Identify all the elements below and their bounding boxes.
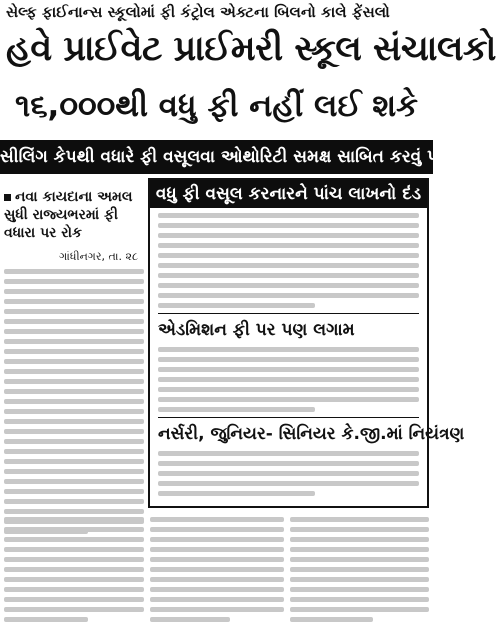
text-placeholder-line (4, 429, 144, 434)
text-placeholder-line (158, 273, 419, 278)
text-placeholder-line (290, 577, 429, 582)
text-placeholder-line (158, 303, 315, 308)
text-placeholder-line (150, 607, 284, 612)
text-placeholder-line (290, 537, 429, 542)
text-placeholder-line (158, 471, 419, 476)
text-placeholder-line (150, 587, 284, 592)
left-column (4, 180, 144, 510)
boxed-story (148, 178, 465, 508)
text-placeholder-line (290, 607, 429, 612)
text-placeholder-line (4, 309, 144, 314)
text-placeholder-line (4, 409, 144, 414)
text-placeholder-line (158, 397, 419, 402)
text-placeholder-line (4, 547, 144, 552)
text-placeholder-line (290, 587, 429, 592)
text-placeholder-line (4, 359, 144, 364)
text-placeholder-line (4, 289, 144, 294)
text-placeholder-line (4, 449, 144, 454)
text-placeholder-line (4, 379, 144, 384)
text-placeholder-line (4, 419, 144, 424)
text-placeholder-line (290, 517, 429, 522)
text-placeholder-line (4, 439, 144, 444)
text-placeholder-line (4, 299, 144, 304)
text-placeholder-line (4, 349, 144, 354)
text-placeholder-line (150, 617, 230, 622)
text-placeholder-line (4, 319, 144, 324)
text-placeholder-line (158, 407, 315, 412)
text-placeholder-line (150, 547, 284, 552)
box-title: વધુ ફી વસૂલ કરનારને પાંચ લાખનો દંડ (150, 180, 427, 208)
text-placeholder-line (290, 597, 429, 602)
text-placeholder-line (158, 253, 419, 258)
bottom-column-right (290, 512, 429, 636)
headline-line-1: હવે પ્રાઈવેટ પ્રાઈમરી સ્કૂલ સંચાલકો (6, 29, 496, 69)
text-placeholder-line (4, 269, 144, 274)
text-placeholder-line (4, 557, 144, 562)
text-placeholder-line (158, 367, 419, 372)
text-placeholder-line (150, 527, 284, 532)
text-placeholder-line (158, 491, 315, 496)
text-placeholder-line (4, 489, 144, 494)
text-placeholder-line (290, 617, 373, 622)
divider (158, 313, 419, 314)
text-placeholder-line (4, 369, 144, 374)
text-placeholder-line (158, 461, 419, 466)
text-placeholder-line (158, 263, 419, 268)
text-placeholder-line (290, 527, 429, 532)
text-placeholder-line (4, 329, 144, 334)
text-placeholder-line (290, 547, 429, 552)
text-placeholder-line (4, 389, 144, 394)
dateline: ગાંધીનગર, તા. ૨૮ (59, 250, 138, 263)
text-placeholder-line (290, 567, 429, 572)
text-placeholder-line (4, 567, 144, 572)
text-placeholder-line (4, 597, 144, 602)
text-placeholder-line (158, 387, 419, 392)
text-placeholder-line (4, 607, 144, 612)
subheadline-bar: સીલિંગ કેપથી વધારે ફી વસૂલવા ઓથોરિટી સમક્ષ સાબિત કરવું પડશે (0, 140, 433, 174)
text-placeholder-line (158, 243, 419, 248)
text-placeholder-line (150, 577, 284, 582)
text-placeholder-line (4, 459, 144, 464)
headline-line-2: ૧૬,૦૦૦થી વધુ ફી નહીં લઈ શકે (15, 88, 418, 124)
text-placeholder-line (158, 451, 419, 456)
text-placeholder-line (4, 479, 144, 484)
text-placeholder-line (150, 597, 284, 602)
text-placeholder-line (158, 213, 419, 218)
text-placeholder-line (4, 399, 144, 404)
text-placeholder-line (158, 481, 419, 486)
text-placeholder-line (158, 347, 419, 352)
divider (158, 417, 419, 418)
top-line: સેલ્ફ ફાઈનાન્સ સ્કૂલોમાં ફી કંટ્રોલ એક્ટના બિલનો કાલે ફેંસલો (6, 3, 390, 21)
text-placeholder-line (150, 517, 284, 522)
text-placeholder-line (158, 377, 419, 382)
section-heading-nursery-kg: નર્સરી, જુનિયર- સિનિયર કે.જી.માં નિયંત્રણ (158, 424, 465, 444)
text-placeholder-line (4, 339, 144, 344)
text-placeholder-line (158, 357, 419, 362)
left-kicker (4, 188, 144, 242)
bullet-icon (4, 194, 11, 201)
section-heading-admission-fee: એડમિશન ફી પર પણ લગામ (158, 320, 355, 340)
bottom-columns (4, 512, 429, 636)
text-placeholder-line (158, 293, 419, 298)
text-placeholder-line (158, 223, 419, 228)
text-placeholder-line (290, 557, 429, 562)
text-placeholder-line (4, 577, 144, 582)
text-placeholder-line (4, 617, 88, 622)
text-placeholder-line (4, 537, 144, 542)
text-placeholder-line (4, 587, 144, 592)
text-placeholder-line (150, 557, 284, 562)
kicker-text: નવા કાયદાના અમલ સુધી રાજ્યભરમાં ફી વધારા પર રોક (4, 189, 133, 241)
text-placeholder-line (4, 527, 144, 532)
bottom-column-middle (150, 512, 284, 636)
text-placeholder-line (158, 283, 419, 288)
bottom-column-left (4, 512, 144, 636)
text-placeholder-line (4, 469, 144, 474)
text-placeholder-line (4, 279, 144, 284)
text-placeholder-line (150, 537, 284, 542)
text-placeholder-line (4, 517, 144, 522)
text-placeholder-line (158, 233, 419, 238)
text-placeholder-line (150, 567, 284, 572)
text-placeholder-line (4, 499, 144, 504)
